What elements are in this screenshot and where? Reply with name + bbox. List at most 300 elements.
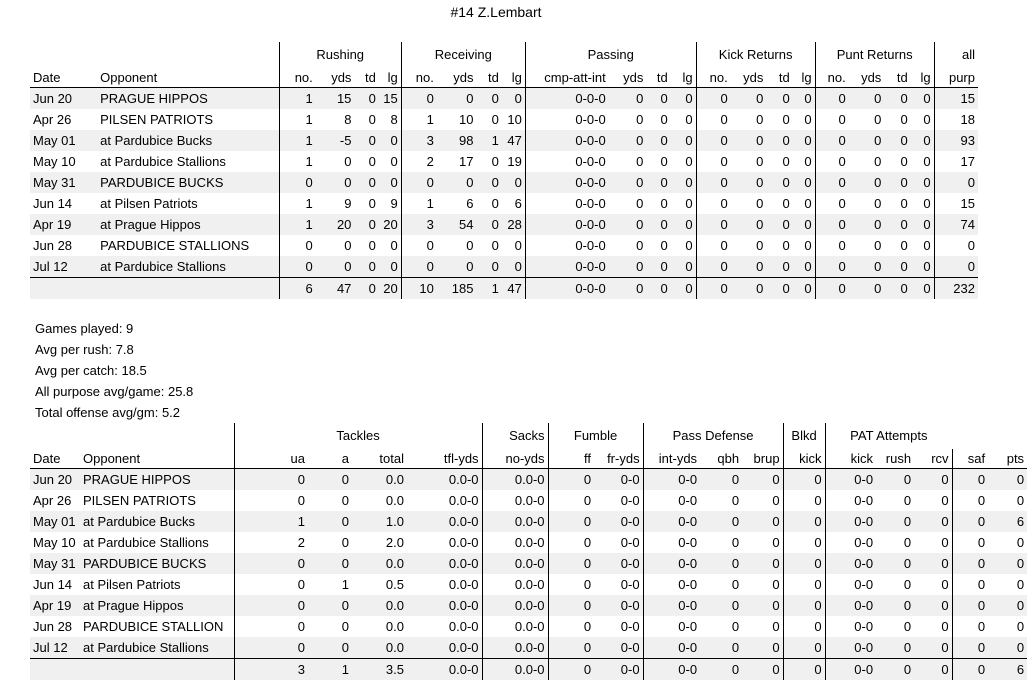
date-cell: Jun 20 [30,88,97,110]
column-header: int-yds [643,449,700,469]
stat-cell: 0-0 [594,532,643,553]
stat-cell: 0 [884,214,910,235]
stat-cell: 0.0-0 [482,532,548,553]
stat-cell: 15 [934,193,978,214]
stat-cell: 0 [354,130,378,151]
date-cell: Jul 12 [30,637,80,659]
column-header: lg [502,68,525,88]
stat-cell: 0 [609,151,647,172]
stat-cell: 0 [646,172,670,193]
stat-cell: 0 [914,595,952,616]
group-pass-defense: Pass Defense [643,423,783,449]
table-row [30,532,1027,553]
stat-cell: 0 [379,130,401,151]
total-offense-avg: Total offense avg/gm: 5.2 [35,402,193,423]
column-header: total [352,449,407,469]
stat-cell: 0 [308,595,352,616]
column-header: kick [825,449,876,469]
stat-cell: 0 [742,532,783,553]
stat-cell: 0.0-0 [482,511,548,532]
stat-cell: 0 [476,88,501,110]
stat-cell: 0 [354,151,378,172]
stat-cell: 0 [952,553,988,574]
stat-cell: 3 [401,214,437,235]
stat-cell: 0 [952,637,988,659]
stat-cell: 0-0 [825,595,876,616]
stat-cell: 0 [279,256,316,278]
stat-cell: 3 [401,130,437,151]
column-header: pts [988,449,1027,469]
opponent-cell: PARDUBICE STALLIONS [97,235,279,256]
stat-cell: 0 [316,256,355,278]
stat-cell: 0 [671,193,696,214]
column-header: yds [731,68,767,88]
date-cell: Jun 28 [30,235,97,256]
column-header: ua [234,449,308,469]
stat-cell: 0 [988,553,1027,574]
stat-cell: 0-0 [643,511,700,532]
opponent-cell: at Pardubice Stallions [97,256,279,278]
table-row [30,511,1027,532]
stat-cell: 0 [548,490,594,511]
date-cell: May 01 [30,130,97,151]
stat-cell: 0-0 [643,574,700,595]
stat-cell: 0 [308,511,352,532]
stat-cell: 0 [354,214,378,235]
stat-cell: 0 [379,151,401,172]
stat-cell: 0 [548,574,594,595]
stat-cell: 0-0 [825,553,876,574]
stat-cell: 0 [696,256,731,278]
stat-cell: 0 [783,659,825,680]
stat-cell: 0-0-0 [525,172,608,193]
stat-cell: 18 [934,109,978,130]
date-cell: May 10 [30,151,97,172]
stat-cell: 0 [815,130,849,151]
stat-cell: 0-0-0 [525,193,608,214]
table-row [30,172,978,193]
stat-cell: 0-0-0 [525,130,608,151]
stat-cell: 0 [308,637,352,659]
stat-cell: 0 [934,172,978,193]
stat-cell: 0 [793,109,815,130]
stat-cell: 0 [914,553,952,574]
stat-cell: 0 [609,214,647,235]
stat-cell: 0 [742,637,783,659]
stat-cell: 0 [308,532,352,553]
stat-cell: 0-0 [825,469,876,491]
stat-cell: 0 [379,235,401,256]
stat-cell: 0.0-0 [482,659,548,680]
stat-cell: 20 [379,278,401,300]
stat-cell: 0 [884,130,910,151]
opponent-cell: at Pardubice Bucks [80,511,234,532]
stat-cell: 2.0 [352,532,407,553]
games-played: Games played: 9 [35,318,193,339]
stat-cell: 0 [884,278,910,300]
stat-cell: 0 [234,616,308,637]
stat-cell: 0 [700,659,742,680]
stat-cell: 0 [742,659,783,680]
stat-cell: 1 [308,659,352,680]
stat-cell: 0 [731,109,767,130]
stat-cell: 0 [354,256,378,278]
column-header: yds [609,68,647,88]
stat-cell: 0-0-0 [525,256,608,278]
stat-cell: 0 [476,151,501,172]
stat-cell: 10 [437,109,477,130]
stat-cell: 20 [379,214,401,235]
stat-cell: 0.0-0 [482,637,548,659]
stat-cell: 1.0 [352,511,407,532]
stat-cell: 0 [952,659,988,680]
stat-cell: 0 [742,574,783,595]
column-header: no. [401,68,437,88]
stat-cell: 0 [731,256,767,278]
stat-cell: 0 [700,637,742,659]
column-header: yds [316,68,355,88]
stat-cell: 0 [671,88,696,110]
stat-cell: 0 [766,109,792,130]
column-header: rcv [914,449,952,469]
column-header: Date [30,449,80,469]
stat-cell: 6 [988,659,1027,680]
stat-cell: 0 [671,172,696,193]
stat-cell: 0 [700,532,742,553]
stat-cell: 0 [849,88,885,110]
stat-cell: 0 [911,172,934,193]
stat-cell: 0 [766,278,792,300]
column-header: fr-yds [594,449,643,469]
stat-cell: 0.0-0 [407,469,482,491]
stat-cell: 0 [815,88,849,110]
date-cell: Jun 14 [30,193,97,214]
stat-cell: 0 [696,130,731,151]
stat-cell: 0 [401,172,437,193]
stat-cell: 0 [646,193,670,214]
stat-cell: 0.0 [352,637,407,659]
stat-cell: 0 [354,109,378,130]
stat-cell: 0 [766,130,792,151]
stat-cell: 0 [952,511,988,532]
stat-cell: 0 [914,659,952,680]
stat-cell: 47 [316,278,355,300]
stat-cell: 0 [876,616,914,637]
stat-cell: 1 [476,278,501,300]
column-header: Opponent [80,449,234,469]
stat-cell: 0 [952,616,988,637]
stat-cell: 0 [884,256,910,278]
stat-cell: 0 [914,490,952,511]
date-cell [30,659,80,680]
stat-cell: 0 [952,490,988,511]
stat-cell: 0-0-0 [525,235,608,256]
stat-cell: 0-0 [643,659,700,680]
stat-cell: 0 [815,172,849,193]
stat-cell: 0 [476,193,501,214]
date-cell: Jun 14 [30,574,80,595]
stat-cell: 0 [766,214,792,235]
stat-cell: 0 [914,469,952,491]
stat-cell: 0-0 [825,532,876,553]
stat-cell: 0 [815,278,849,300]
stat-cell: 0 [548,469,594,491]
stat-cell: 0 [476,172,501,193]
stat-cell: 0-0 [825,616,876,637]
all-purpose-avg: All purpose avg/game: 25.8 [35,381,193,402]
date-cell: May 31 [30,172,97,193]
stat-cell: 0 [696,151,731,172]
stat-cell: 0 [308,553,352,574]
stat-cell: 0-0 [643,595,700,616]
stat-cell: 0 [646,278,670,300]
table-row [30,214,978,235]
stat-cell: 0 [671,214,696,235]
stat-cell: 0 [849,130,885,151]
stat-cell: 0 [731,130,767,151]
stat-cell: 0-0 [594,616,643,637]
date-cell: Jun 28 [30,616,80,637]
stat-cell: 0 [793,172,815,193]
stat-cell: 0 [783,553,825,574]
column-header: td [884,68,910,88]
stat-cell: 1 [279,109,316,130]
stat-cell: 1 [279,193,316,214]
stat-cell: 0 [766,256,792,278]
stat-cell: 0.0-0 [482,490,548,511]
column-header: tfl-yds [407,449,482,469]
stat-cell: 0 [696,88,731,110]
stat-cell: 0 [379,172,401,193]
column-header: no-yds [482,449,548,469]
column-header: yds [849,68,885,88]
stat-cell: 0 [308,616,352,637]
column-header: cmp-att-int [525,68,608,88]
offense-stats-table [30,42,978,299]
stat-cell: 0 [700,553,742,574]
stat-cell: 6 [279,278,316,300]
stat-cell: 6 [988,511,1027,532]
stat-cell: 0 [609,88,647,110]
stat-cell: 0 [876,553,914,574]
stat-cell: 0-0 [594,574,643,595]
stat-cell: 0 [766,151,792,172]
stat-cell: 0.5 [352,574,407,595]
stat-cell: 0-0 [594,490,643,511]
stat-cell: 0.0-0 [407,616,482,637]
stat-cell: 0 [766,235,792,256]
stat-cell: 0 [783,490,825,511]
group-blkd: Blkd [783,423,825,449]
stat-cell: 0 [401,88,437,110]
stat-cell: 0 [876,532,914,553]
stat-cell: 0 [934,256,978,278]
stat-cell: 0 [742,490,783,511]
stat-cell: 0 [849,193,885,214]
stat-cell: 0 [437,256,477,278]
column-header: qbh [700,449,742,469]
stat-cell: 3.5 [352,659,407,680]
group-receiving: Receiving [401,42,525,68]
stat-cell: 6 [502,193,525,214]
stat-cell: 0 [876,659,914,680]
opponent-cell: PRAGUE HIPPOS [80,469,234,491]
column-header: a [308,449,352,469]
stat-cell: 0 [548,532,594,553]
stat-cell: 2 [401,151,437,172]
season-summary [35,318,193,423]
stat-cell: 10 [502,109,525,130]
stat-cell: 0-0 [594,511,643,532]
stat-cell: 0 [548,616,594,637]
table-row [30,193,978,214]
group-rushing: Rushing [279,42,401,68]
stat-cell: 0 [476,109,501,130]
stat-cell: 93 [934,130,978,151]
stat-cell: 0 [914,574,952,595]
stat-cell: 0 [234,490,308,511]
stat-cell: 0 [876,574,914,595]
group-passing: Passing [525,42,696,68]
stat-cell: 0.0-0 [407,490,482,511]
stat-cell: 0 [548,637,594,659]
stat-cell: 9 [316,193,355,214]
stat-cell: 0 [609,193,647,214]
stat-cell: 0 [696,278,731,300]
column-header: Date [30,68,97,88]
stat-cell: 3 [234,659,308,680]
stat-cell: 0 [988,490,1027,511]
stat-cell: 0 [876,490,914,511]
group-all: all [934,42,978,68]
stat-cell: 0 [876,511,914,532]
stat-cell: 0 [911,88,934,110]
stat-cell: 0 [783,511,825,532]
date-cell: Apr 19 [30,595,80,616]
stat-cell: 0 [437,172,477,193]
column-header: lg [793,68,815,88]
stat-cell: 0 [914,532,952,553]
stat-cell: 0 [884,235,910,256]
column-header: td [476,68,501,88]
stat-cell: 0 [742,553,783,574]
stat-cell: 0 [793,130,815,151]
stat-cell: 0 [646,256,670,278]
stat-cell: 0 [952,469,988,491]
totals-row [30,278,978,300]
column-header: no. [696,68,731,88]
table-row [30,235,978,256]
date-cell: Apr 26 [30,109,97,130]
stat-cell: 0 [911,256,934,278]
stat-cell: 0 [696,172,731,193]
stat-cell: 0 [952,532,988,553]
stat-cell: 0 [354,278,378,300]
group-pat-attempts: PAT Attempts [825,423,952,449]
stat-cell: 0 [988,532,1027,553]
table-row [30,130,978,151]
stat-cell: 0.0 [352,490,407,511]
stat-cell: 185 [437,278,477,300]
column-header: td [354,68,378,88]
stat-cell: 15 [316,88,355,110]
stat-cell: 0 [815,235,849,256]
stat-cell: 0-0-0 [525,278,608,300]
stat-cell: 0 [671,109,696,130]
opponent-cell: at Pardubice Stallions [97,151,279,172]
stat-cell: 0 [793,88,815,110]
stat-cell: 0.0-0 [482,616,548,637]
stat-cell: 1 [279,130,316,151]
stat-cell: 0 [700,511,742,532]
opponent-cell: at Prague Hippos [80,595,234,616]
stat-cell: 0 [700,469,742,491]
stat-cell: 0 [731,151,767,172]
stat-cell: 0 [911,193,934,214]
stat-cell: 0 [783,616,825,637]
stat-cell: 0-0 [643,490,700,511]
stat-cell: 0 [783,574,825,595]
stat-cell: 0 [437,88,477,110]
opponent-cell [97,278,279,300]
group-sacks: Sacks [482,423,548,449]
stat-cell: 0 [815,151,849,172]
stat-cell: 0-0 [825,574,876,595]
stat-cell: 0 [646,235,670,256]
stat-cell: 8 [379,109,401,130]
stat-cell: 0 [700,595,742,616]
totals-row [30,659,1027,680]
date-cell: May 10 [30,532,80,553]
stat-cell: 54 [437,214,477,235]
stat-cell: 0 [354,235,378,256]
stat-cell: 0 [884,193,910,214]
stat-cell: 0 [476,214,501,235]
opponent-cell: PARDUBICE STALLION [80,616,234,637]
stat-cell: 74 [934,214,978,235]
stat-cell: 0 [646,88,670,110]
group-punt-returns: Punt Returns [815,42,934,68]
stat-cell: 0 [354,88,378,110]
stat-cell: 0.0-0 [407,659,482,680]
opponent-cell: at Prague Hippos [97,214,279,235]
player-title: #14 Z.Lembart [0,4,992,20]
stat-cell: 1 [401,109,437,130]
column-header: saf [952,449,988,469]
stat-cell: 0 [911,214,934,235]
stat-cell: 0 [316,172,355,193]
stat-cell: 0 [279,235,316,256]
stat-cell: 0 [646,151,670,172]
stat-cell: 0 [849,278,885,300]
stat-cell: 9 [379,193,401,214]
opponent-cell: at Pilsen Patriots [97,193,279,214]
stat-cell: 0 [911,235,934,256]
date-cell [30,278,97,300]
stat-cell: 98 [437,130,477,151]
stat-cell: 0 [308,469,352,491]
stat-cell: 0 [316,235,355,256]
table-row [30,574,1027,595]
column-header: lg [671,68,696,88]
stat-cell: 6 [437,193,477,214]
stat-cell: 0 [548,659,594,680]
stat-cell: 0 [548,511,594,532]
stat-cell: 0 [793,256,815,278]
column-header: no. [279,68,316,88]
stat-cell: 232 [934,278,978,300]
stat-cell: 0-0 [594,469,643,491]
